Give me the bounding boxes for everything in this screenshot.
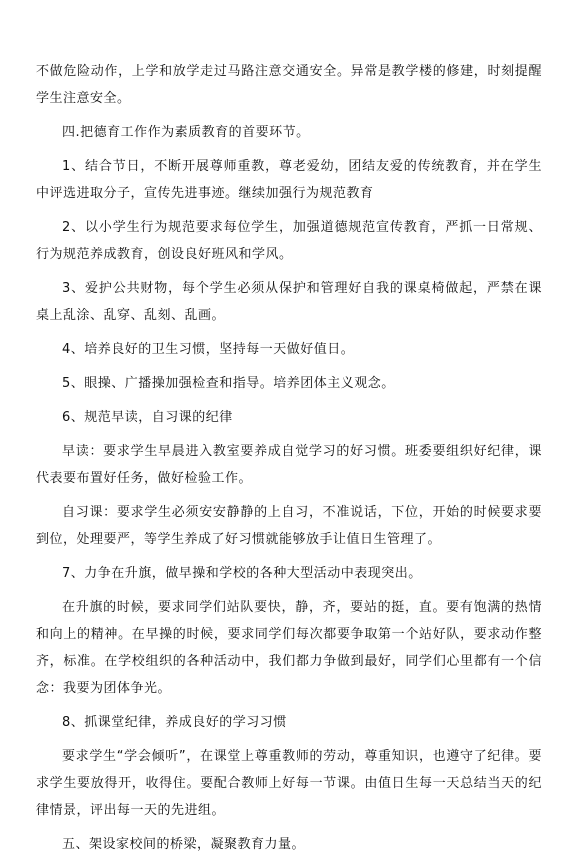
heading-section-four: 四.把德育工作作为素质教育的首要环节。 xyxy=(62,125,310,140)
paragraph-self-study: 自习课：要求学生必须安安静静的上自习，不准说话，下位，开始的时候要求要到位，处理要严，等学生养成了好习惯就能够放手让值日生管理了。 xyxy=(36,505,542,547)
paragraph-flag-raising: 在升旗的时候，要求同学们站队要快，静，齐，要站的挺，直。要有饱满的热情和向上的精神。在早操的时候，要求同学们每次都要争取第一个站好队，要求动作整齐，标准。在学校组织的各种活动中，我们都力争做到最好，同学们心里都有一个信念：我要为团体争光。 xyxy=(36,600,542,696)
paragraph-item-2: 2、以小学生行为规范要求每位学生，加强道德规范宣传教育，严抓一日常规、行为规范养成教育，创设良好班风和学风。 xyxy=(36,220,542,262)
paragraph-item-7: 7、力争在升旗，做早操和学校的各种大型活动中表现突出。 xyxy=(62,566,422,581)
paragraph-safety: 不做危险动作，上学和放学走过马路注意交通安全。异常是教学楼的修建，时刻提醒学生注意安全。 xyxy=(36,64,542,106)
paragraph-item-4: 4、培养良好的卫生习惯，坚持每一天做好值日。 xyxy=(62,342,355,357)
paragraph-morning-reading: 早读：要求学生早晨进入教室要养成自觉学习的好习惯。班委要组织好纪律，课代表要布置好任务，做好检验工作。 xyxy=(36,444,542,486)
heading-section-five: 五、架设家校间的桥梁，凝聚教育力量。 xyxy=(62,837,306,852)
paragraph-item-1: 1、结合节日，不断开展尊师重教，尊老爱幼，团结友爱的传统教育，并在学生中评选进取分子，宣传先进事迹。继续加强行为规范教育 xyxy=(36,159,542,201)
paragraph-item-6: 6、规范早读，自习课的纪律 xyxy=(62,410,233,425)
paragraph-listening: 要求学生“学会倾听”，在课堂上尊重教师的劳动，尊重知识，也遵守了纪律。要求学生要放得开，收得住。要配合教师上好每一节课。由值日生每一天总结当天的纪律情景，评出每一天的先进组。 xyxy=(36,749,542,818)
paragraph-item-8: 8、抓课堂纪律，养成良好的学习习惯 xyxy=(62,715,287,730)
paragraph-item-5: 5、眼操、广播操加强检查和指导。培养团体主义观念。 xyxy=(62,376,395,391)
paragraph-item-3: 3、爱护公共财物，每个学生必须从保护和管理好自我的课桌椅做起，严禁在课桌上乱涂、乱穿、乱刻、乱画。 xyxy=(36,281,542,323)
